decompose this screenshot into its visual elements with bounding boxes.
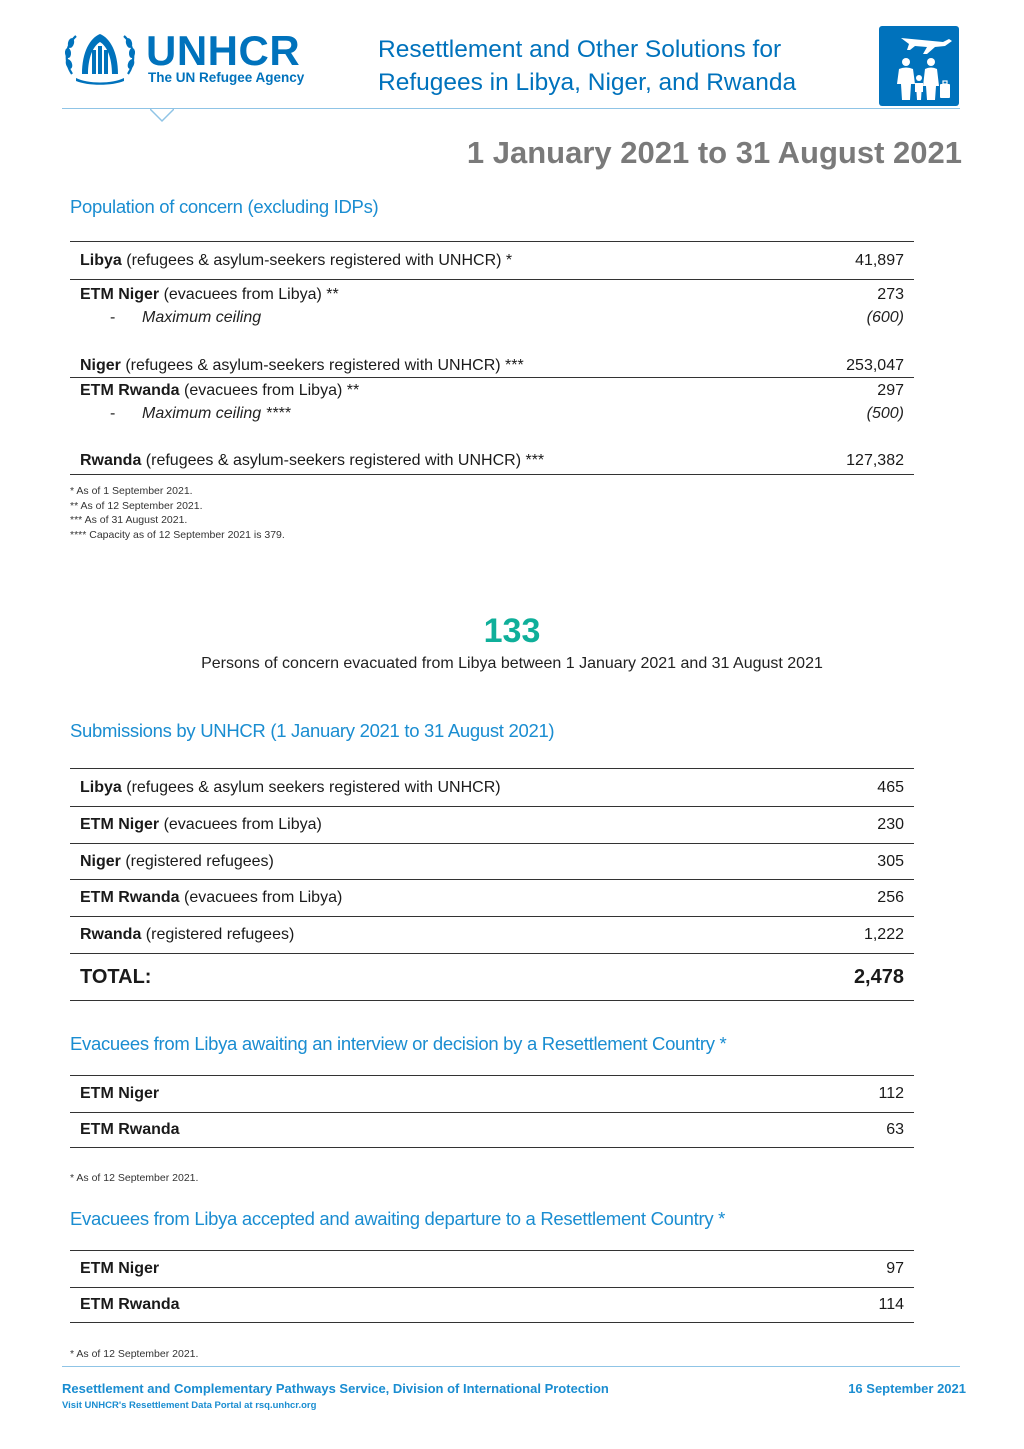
awaiting-interview-section-title: Evacuees from Libya awaiting an interview or decision by a Resettlement Country *: [70, 1033, 727, 1054]
row-label-bold: ETM Niger: [80, 816, 160, 833]
row-label-detail: (evacuees from Libya): [159, 816, 322, 833]
footnote: ** As of 12 September 2021.: [70, 499, 203, 512]
row-value: 305: [877, 852, 904, 870]
unhcr-logo: [62, 28, 342, 90]
submissions-table: [70, 768, 914, 1001]
awaiting-interview-footnote: * As of 12 September 2021.: [70, 1172, 199, 1184]
evacuated-count: 133: [483, 612, 541, 650]
row-label-detail: (evacuees from Libya): [179, 889, 343, 906]
row-label-detail: (registered refugees): [141, 926, 295, 943]
subrow-label: Maximum ceiling: [142, 309, 262, 326]
row-value: 63: [886, 1121, 904, 1138]
row-value: 127,382: [846, 452, 904, 469]
document-title: [378, 33, 858, 99]
row-value: 114: [878, 1296, 904, 1313]
table-row: [70, 242, 914, 279]
row-label-bold: ETM Niger: [80, 1260, 160, 1277]
awaiting-departure-footnote: * As of 12 September 2021.: [70, 1348, 199, 1360]
title-line-1: Resettlement and Other Solutions for: [378, 36, 782, 63]
row-label-bold: Rwanda: [80, 452, 142, 469]
row-label-bold: ETM Rwanda: [80, 382, 180, 399]
row-label-bold: ETM Rwanda: [80, 1121, 180, 1138]
row-label-detail: (refugees & asylum seekers registered with UNHCR): [121, 778, 501, 796]
row-value: 465: [877, 778, 904, 796]
footer-date: 16 September 2021: [848, 1381, 966, 1396]
footnote: **** Capacity as of 12 September 2021 is 379.: [70, 528, 285, 541]
footer-service-name: Resettlement and Complementary Pathways Service, Division of International Protection: [62, 1381, 609, 1396]
row-label-bold: Libya: [80, 778, 122, 796]
total-value: 2,478: [853, 965, 904, 988]
brand-name: UNHCR: [146, 27, 301, 74]
total-label: TOTAL:: [80, 965, 152, 988]
row-label-detail: (refugees & asylum-seekers registered with UNHCR) *: [121, 251, 513, 269]
row-label-bold: ETM Rwanda: [80, 889, 180, 906]
row-value: 253,047: [846, 357, 904, 374]
subrow-label: Maximum ceiling ****: [142, 405, 291, 422]
table-row: [70, 1112, 914, 1147]
header-notch: [150, 109, 174, 123]
subrow-value: (600): [866, 309, 904, 326]
header-divider: [62, 108, 960, 109]
row-label-detail: (registered refugees): [120, 852, 274, 870]
reporting-period: 1 January 2021 to 31 August 2021: [466, 135, 962, 170]
evacuated-caption: Persons of concern evacuated from Libya between 1 January 2021 and 31 August 2021: [201, 655, 823, 672]
row-value: 273: [877, 286, 904, 303]
footnote: *** As of 31 August 2021.: [70, 514, 188, 526]
row-value: 230: [877, 816, 904, 833]
awaiting-departure-table: [70, 1250, 914, 1323]
table-subrow: [70, 306, 914, 330]
row-value: 41,897: [855, 251, 904, 269]
row-label-detail: (evacuees from Libya) **: [179, 382, 360, 399]
awaiting-interview-table: [70, 1075, 914, 1148]
population-section-title: Population of concern (excluding IDPs): [70, 196, 379, 217]
population-table: [70, 241, 914, 475]
row-value: 256: [877, 889, 904, 906]
table-row: [70, 330, 914, 377]
population-footnotes: [70, 484, 285, 542]
unhcr-emblem-icon: [62, 28, 138, 86]
table-row: [70, 377, 914, 402]
table-row: [70, 769, 914, 806]
row-label-detail: (evacuees from Libya) **: [159, 286, 339, 303]
bullet-dash: -: [110, 309, 116, 326]
row-label-detail: (refugees & asylum-seekers registered with UNHCR) ***: [141, 452, 545, 469]
bullet-dash: -: [110, 405, 116, 422]
awaiting-departure-section-title: Evacuees from Libya accepted and awaiting departure to a Resettlement Country *: [70, 1208, 726, 1229]
table-row: [70, 843, 914, 879]
table-row: [70, 916, 914, 953]
row-label-bold: Rwanda: [80, 926, 142, 943]
row-label-detail: (refugees & asylum-seekers registered with UNHCR) ***: [120, 357, 524, 374]
footnote: * As of 1 September 2021.: [70, 485, 193, 497]
subrow-value: (500): [866, 405, 904, 422]
title-line-2: Refugees in Libya, Niger, and Rwanda: [378, 69, 797, 96]
row-label-bold: Libya: [80, 251, 122, 269]
row-label-bold: ETM Niger: [80, 1085, 160, 1102]
table-row: [70, 1287, 914, 1322]
row-label-bold: Niger: [80, 357, 121, 374]
row-value: 97: [886, 1260, 904, 1277]
table-row: [70, 806, 914, 843]
submissions-section-title: Submissions by UNHCR (1 January 2021 to 31 August 2021): [70, 720, 555, 741]
row-value: 112: [878, 1085, 904, 1102]
table-row: [70, 1251, 914, 1287]
row-value: 297: [877, 382, 904, 399]
family-airplane-icon: [879, 26, 959, 106]
table-row: [70, 1076, 914, 1112]
footer-portal-link[interactable]: Visit UNHCR's Resettlement Data Portal at rsq.unhcr.org: [62, 1400, 317, 1411]
row-value: 1,222: [863, 926, 904, 943]
footer-divider: [62, 1366, 960, 1367]
table-row: [70, 879, 914, 916]
brand-subtitle: The UN Refugee Agency: [148, 70, 305, 85]
table-row: [70, 279, 914, 306]
table-row: [70, 426, 914, 474]
row-label-bold: ETM Niger: [80, 286, 160, 303]
row-label-bold: ETM Rwanda: [80, 1296, 180, 1313]
total-row: [70, 953, 914, 1000]
table-subrow: [70, 402, 914, 426]
row-label-bold: Niger: [80, 852, 121, 870]
